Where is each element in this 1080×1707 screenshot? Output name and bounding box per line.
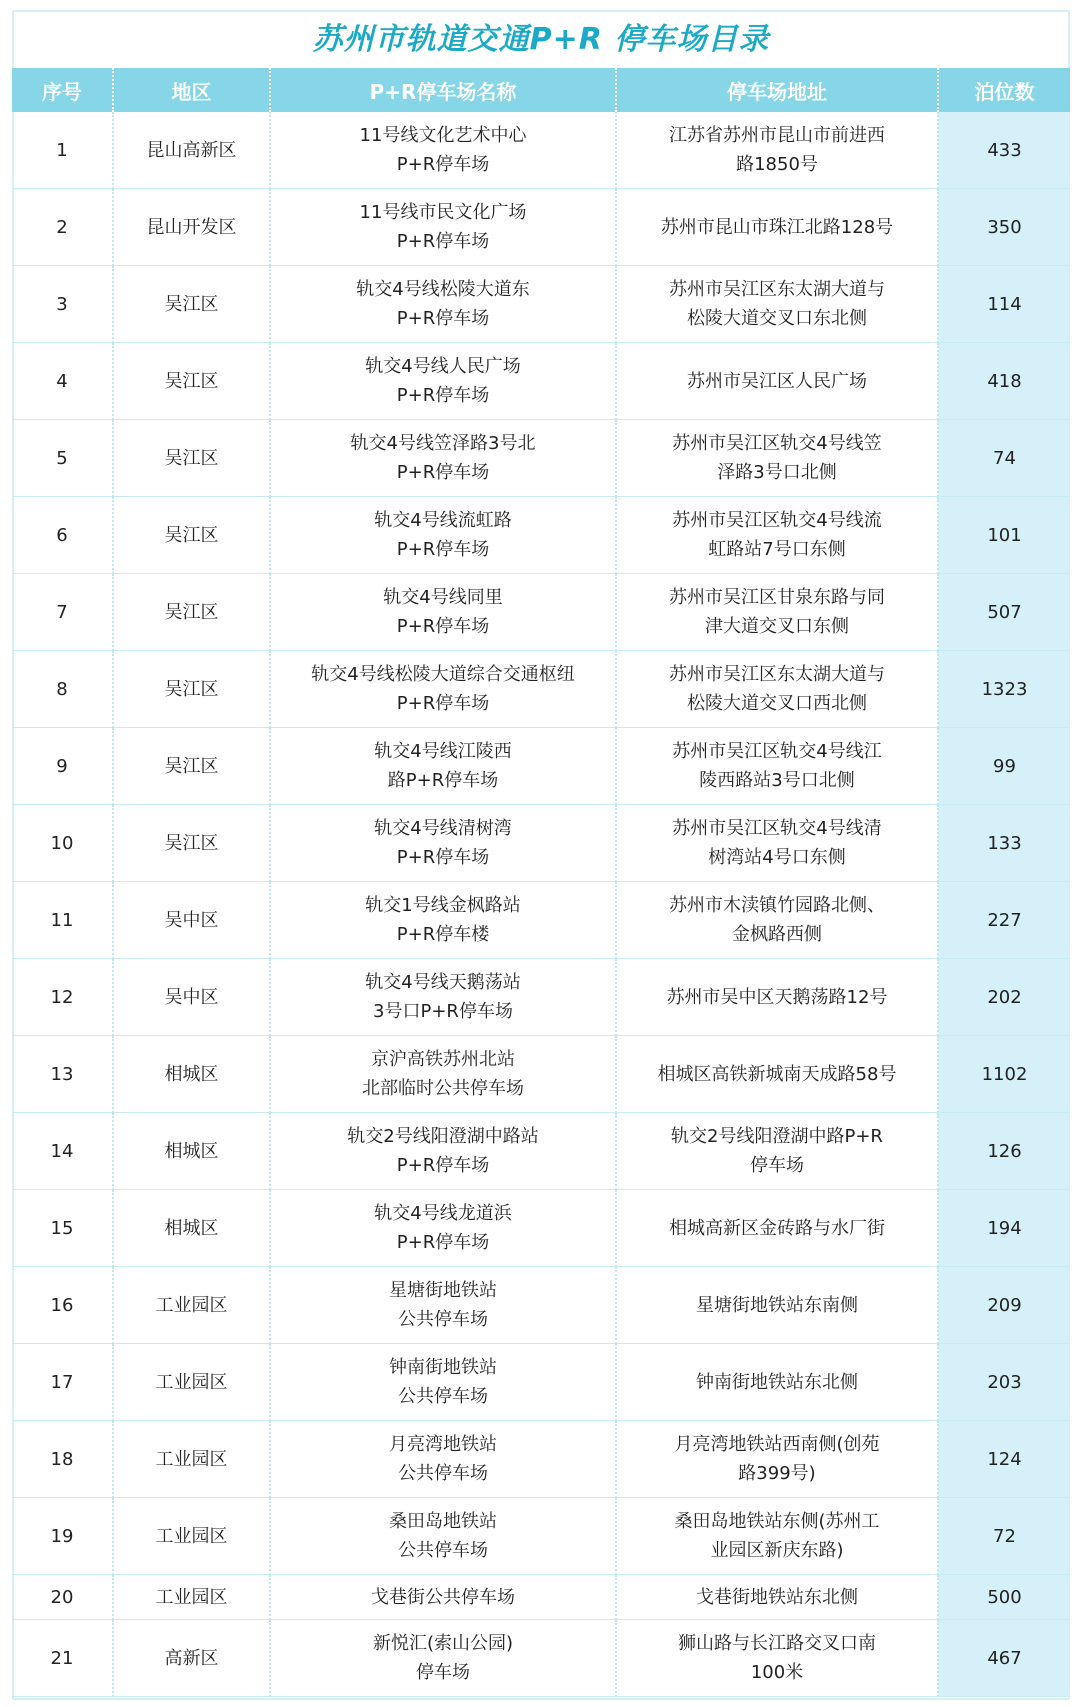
cell-address-line: 松陵大道交叉口西北侧 <box>687 693 867 714</box>
header-area: 地区 <box>113 68 270 112</box>
cell-name <box>270 1498 616 1575</box>
cell-address-line: 苏州市吴江区东太湖大道与 <box>669 279 885 300</box>
cell-address-line: 苏州市吴中区天鹅荡路12号 <box>666 986 888 1008</box>
cell-address-line: 路399号) <box>738 1463 816 1484</box>
cell-name <box>270 497 616 574</box>
header-index: 序号 <box>12 68 113 112</box>
cell-index: 14 <box>12 1113 113 1190</box>
cell-name-line: P+R停车场 <box>396 616 490 637</box>
cell-name-line: 公共停车场 <box>398 1540 488 1561</box>
cell-capacity: 433 <box>938 112 1070 189</box>
cell-name-line: 轨交4号线江陵西 <box>374 741 512 762</box>
table-row <box>12 112 1070 189</box>
cell-address-line: 100米 <box>750 1662 804 1683</box>
cell-capacity: 74 <box>938 420 1070 497</box>
table-row <box>12 651 1070 728</box>
cell-capacity: 500 <box>938 1575 1070 1620</box>
cell-name <box>270 1575 616 1620</box>
cell-area: 吴江区 <box>113 805 270 882</box>
cell-index: 15 <box>12 1190 113 1267</box>
cell-name-line: 钟南街地铁站 <box>389 1357 497 1378</box>
cell-name-line: 路P+R停车场 <box>387 770 499 791</box>
cell-address-line: 狮山路与长江路交叉口南 <box>678 1633 876 1654</box>
cell-name <box>270 1421 616 1498</box>
cell-area: 昆山开发区 <box>113 189 270 266</box>
cell-address-line: 松陵大道交叉口东北侧 <box>687 308 867 329</box>
cell-name-line: 11号线文化艺术中心 <box>359 125 527 146</box>
cell-area: 吴江区 <box>113 651 270 728</box>
table-body <box>12 112 1070 1697</box>
table-row <box>12 343 1070 420</box>
cell-index: 6 <box>12 497 113 574</box>
cell-index: 7 <box>12 574 113 651</box>
cell-address-line: 陵西路站3号口北侧 <box>699 770 855 791</box>
cell-name <box>270 1036 616 1113</box>
cell-address <box>616 1036 938 1113</box>
cell-address <box>616 959 938 1036</box>
table-row <box>12 959 1070 1036</box>
cell-area: 高新区 <box>113 1620 270 1697</box>
cell-name-line: P+R停车场 <box>396 231 490 252</box>
cell-index: 10 <box>12 805 113 882</box>
cell-capacity: 133 <box>938 805 1070 882</box>
cell-name-line: 停车场 <box>416 1662 470 1683</box>
cell-name-line: 轨交2号线阳澄湖中路站 <box>347 1126 539 1147</box>
header-address: 停车场地址 <box>616 68 938 112</box>
cell-address <box>616 1267 938 1344</box>
cell-index: 1 <box>12 112 113 189</box>
cell-name <box>270 420 616 497</box>
header-capacity: 泊位数 <box>938 68 1070 112</box>
cell-name-line: P+R停车场 <box>396 1232 490 1253</box>
cell-address-line: 苏州市吴江区轨交4号线笠 <box>672 433 882 454</box>
cell-area: 吴中区 <box>113 959 270 1036</box>
cell-name <box>270 1620 616 1697</box>
table-row <box>12 1267 1070 1344</box>
cell-name-line: 轨交4号线松陵大道综合交通枢纽 <box>311 664 575 685</box>
cell-name-line: 轨交4号线流虹路 <box>374 510 512 531</box>
cell-name <box>270 1113 616 1190</box>
cell-name-line: 轨交4号线龙道浜 <box>374 1203 512 1224</box>
cell-name-line: P+R停车场 <box>396 462 490 483</box>
cell-address <box>616 1344 938 1421</box>
cell-index: 20 <box>12 1575 113 1620</box>
cell-capacity: 194 <box>938 1190 1070 1267</box>
page-title: 苏州市轨道交通P+R 停车场目录 <box>312 22 770 57</box>
cell-address <box>616 1421 938 1498</box>
cell-area: 相城区 <box>113 1190 270 1267</box>
cell-name-line: P+R停车场 <box>396 539 490 560</box>
cell-name-line: P+R停车场 <box>396 847 490 868</box>
cell-address-line: 苏州市吴江区轨交4号线清 <box>672 818 882 839</box>
cell-name-line: 3号口P+R停车场 <box>373 1001 513 1022</box>
cell-area: 工业园区 <box>113 1575 270 1620</box>
cell-area: 工业园区 <box>113 1267 270 1344</box>
cell-index: 16 <box>12 1267 113 1344</box>
cell-name-line: 公共停车场 <box>398 1309 488 1330</box>
cell-area: 吴江区 <box>113 343 270 420</box>
cell-address-line: 业园区新庆东路) <box>710 1540 844 1561</box>
cell-capacity: 101 <box>938 497 1070 574</box>
cell-address <box>616 1575 938 1620</box>
cell-address-line: 津大道交叉口东侧 <box>705 616 849 637</box>
parking-table <box>12 68 1070 1697</box>
cell-name-line: 11号线市民文化广场 <box>359 202 527 223</box>
cell-capacity: 209 <box>938 1267 1070 1344</box>
cell-name <box>270 1267 616 1344</box>
cell-index: 3 <box>12 266 113 343</box>
cell-capacity: 350 <box>938 189 1070 266</box>
cell-index: 8 <box>12 651 113 728</box>
cell-area: 吴江区 <box>113 497 270 574</box>
cell-address <box>616 266 938 343</box>
cell-address <box>616 651 938 728</box>
cell-area: 吴江区 <box>113 266 270 343</box>
cell-name <box>270 189 616 266</box>
cell-area: 工业园区 <box>113 1498 270 1575</box>
cell-name-line: 星塘街地铁站 <box>389 1280 497 1301</box>
cell-index: 9 <box>12 728 113 805</box>
table-row <box>12 420 1070 497</box>
table-row <box>12 266 1070 343</box>
cell-address <box>616 1113 938 1190</box>
cell-capacity: 1323 <box>938 651 1070 728</box>
table-row <box>12 189 1070 266</box>
cell-name-line: 京沪高铁苏州北站 <box>371 1049 515 1070</box>
cell-area: 吴江区 <box>113 574 270 651</box>
cell-name <box>270 1190 616 1267</box>
cell-address-line: 泽路3号口北侧 <box>717 462 837 483</box>
cell-address-line: 苏州市木渎镇竹园路北侧、 <box>669 895 885 916</box>
cell-name-line: 月亮湾地铁站 <box>389 1434 497 1455</box>
header-name: P+R停车场名称 <box>270 68 616 112</box>
cell-name <box>270 574 616 651</box>
cell-address-line: 星塘街地铁站东南侧 <box>696 1294 858 1316</box>
cell-area: 工业园区 <box>113 1344 270 1421</box>
cell-address-line: 苏州市吴江区人民广场 <box>687 370 867 392</box>
cell-name-line: 戈巷街公共停车场 <box>371 1586 515 1608</box>
cell-address <box>616 420 938 497</box>
cell-index: 5 <box>12 420 113 497</box>
cell-index: 4 <box>12 343 113 420</box>
table-row <box>12 574 1070 651</box>
cell-address <box>616 1190 938 1267</box>
cell-name <box>270 112 616 189</box>
cell-capacity: 507 <box>938 574 1070 651</box>
cell-name <box>270 266 616 343</box>
cell-index: 19 <box>12 1498 113 1575</box>
cell-capacity: 1102 <box>938 1036 1070 1113</box>
table-row <box>12 497 1070 574</box>
cell-capacity: 72 <box>938 1498 1070 1575</box>
cell-name <box>270 651 616 728</box>
cell-address <box>616 728 938 805</box>
cell-address-line: 轨交2号线阳澄湖中路P+R <box>671 1126 883 1147</box>
cell-capacity: 418 <box>938 343 1070 420</box>
cell-address <box>616 112 938 189</box>
cell-name-line: 轨交4号线松陵大道东 <box>356 279 530 300</box>
cell-name-line: 公共停车场 <box>398 1463 488 1484</box>
cell-address-line: 苏州市吴江区轨交4号线江 <box>672 741 882 762</box>
cell-area: 相城区 <box>113 1036 270 1113</box>
cell-name-line: 公共停车场 <box>398 1386 488 1407</box>
cell-address-line: 虹路站7号口东侧 <box>708 539 846 560</box>
table-header-row <box>12 68 1070 112</box>
cell-name-line: 轨交4号线同里 <box>383 587 503 608</box>
cell-name <box>270 728 616 805</box>
cell-name-line: 轨交4号线天鹅荡站 <box>365 972 521 993</box>
cell-address-line: 钟南街地铁站东北侧 <box>696 1371 858 1393</box>
cell-name-line: 北部临时公共停车场 <box>362 1078 524 1099</box>
cell-name-line: P+R停车场 <box>396 308 490 329</box>
cell-address <box>616 497 938 574</box>
cell-name-line: 新悦汇(索山公园) <box>372 1633 514 1654</box>
cell-name-line: P+R停车场 <box>396 154 490 175</box>
cell-address-line: 苏州市吴江区轨交4号线流 <box>672 510 882 531</box>
cell-area: 吴江区 <box>113 420 270 497</box>
table-row <box>12 1113 1070 1190</box>
cell-address <box>616 189 938 266</box>
cell-address-line: 金枫路西侧 <box>732 924 822 945</box>
cell-name <box>270 805 616 882</box>
cell-capacity: 467 <box>938 1620 1070 1697</box>
table-row <box>12 1190 1070 1267</box>
table-row <box>12 1036 1070 1113</box>
cell-address <box>616 343 938 420</box>
table-row <box>12 1620 1070 1697</box>
cell-address-line: 停车场 <box>750 1155 804 1176</box>
cell-address <box>616 574 938 651</box>
table-row <box>12 1344 1070 1421</box>
cell-address-line: 相城区高铁新城南天成路58号 <box>657 1063 897 1085</box>
cell-address-line: 月亮湾地铁站西南侧(创苑 <box>674 1434 880 1455</box>
cell-area: 相城区 <box>113 1113 270 1190</box>
table-row <box>12 1575 1070 1620</box>
cell-capacity: 124 <box>938 1421 1070 1498</box>
table-row <box>12 728 1070 805</box>
cell-address-line: 苏州市昆山市珠江北路128号 <box>660 216 894 238</box>
cell-name-line: P+R停车楼 <box>396 924 490 945</box>
table-row <box>12 882 1070 959</box>
cell-area: 昆山高新区 <box>113 112 270 189</box>
cell-address-line: 苏州市吴江区甘泉东路与同 <box>669 587 885 608</box>
cell-name-line: 桑田岛地铁站 <box>389 1511 497 1532</box>
cell-address <box>616 1620 938 1697</box>
cell-name-line: 轨交4号线笠泽路3号北 <box>350 433 536 454</box>
cell-index: 17 <box>12 1344 113 1421</box>
cell-index: 13 <box>12 1036 113 1113</box>
cell-name-line: 轨交1号线金枫路站 <box>365 895 521 916</box>
cell-name-line: 轨交4号线人民广场 <box>365 356 521 377</box>
cell-name-line: P+R停车场 <box>396 385 490 406</box>
cell-area: 吴中区 <box>113 882 270 959</box>
cell-capacity: 202 <box>938 959 1070 1036</box>
cell-address-line: 树湾站4号口东侧 <box>708 847 846 868</box>
cell-name <box>270 1344 616 1421</box>
cell-area: 吴江区 <box>113 728 270 805</box>
cell-index: 12 <box>12 959 113 1036</box>
cell-name-line: 轨交4号线清树湾 <box>374 818 512 839</box>
cell-capacity: 99 <box>938 728 1070 805</box>
cell-address-line: 戈巷街地铁站东北侧 <box>696 1586 858 1608</box>
cell-capacity: 114 <box>938 266 1070 343</box>
cell-name <box>270 959 616 1036</box>
cell-name-line: P+R停车场 <box>396 1155 490 1176</box>
cell-address-line: 路1850号 <box>736 154 818 175</box>
cell-capacity: 227 <box>938 882 1070 959</box>
cell-name <box>270 882 616 959</box>
table-row <box>12 1421 1070 1498</box>
cell-name-line: P+R停车场 <box>396 693 490 714</box>
cell-address-line: 桑田岛地铁站东侧(苏州工 <box>674 1511 880 1532</box>
cell-address <box>616 1498 938 1575</box>
table-row <box>12 805 1070 882</box>
table-row <box>12 1498 1070 1575</box>
cell-address <box>616 882 938 959</box>
cell-area: 工业园区 <box>113 1421 270 1498</box>
cell-index: 2 <box>12 189 113 266</box>
cell-address-line: 相城高新区金砖路与水厂街 <box>669 1217 885 1239</box>
cell-address <box>616 805 938 882</box>
cell-address-line: 苏州市吴江区东太湖大道与 <box>669 664 885 685</box>
cell-name <box>270 343 616 420</box>
cell-capacity: 126 <box>938 1113 1070 1190</box>
cell-index: 21 <box>12 1620 113 1697</box>
cell-index: 11 <box>12 882 113 959</box>
cell-index: 18 <box>12 1421 113 1498</box>
cell-address-line: 江苏省苏州市昆山市前进西 <box>669 125 885 146</box>
cell-capacity: 203 <box>938 1344 1070 1421</box>
